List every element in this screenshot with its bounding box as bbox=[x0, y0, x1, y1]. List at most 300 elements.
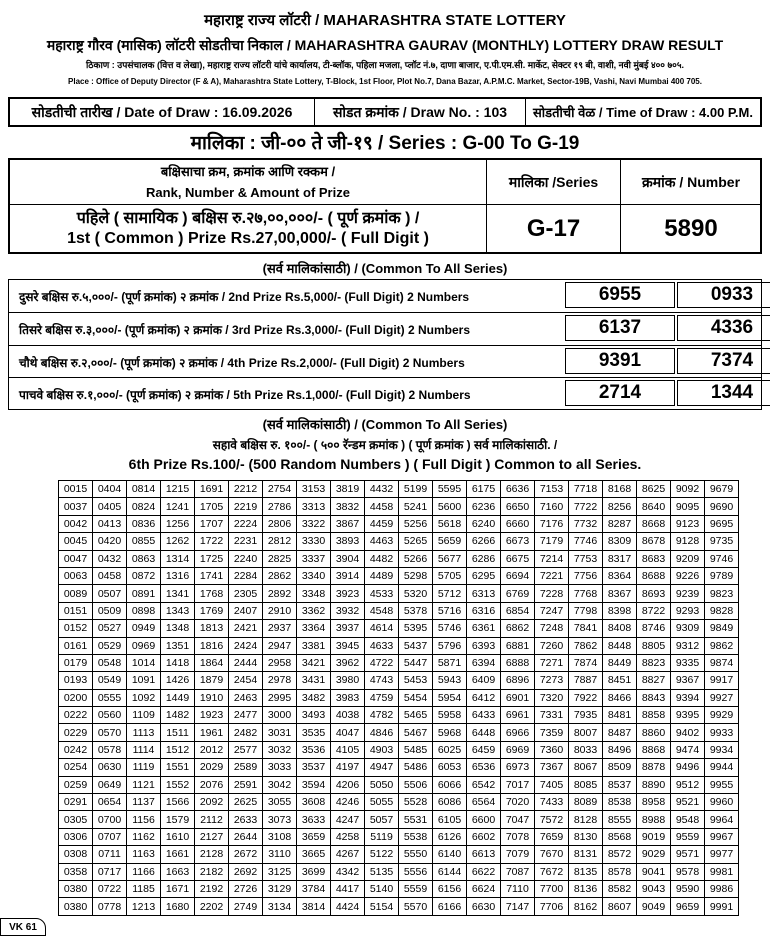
number-cell: 8858 bbox=[637, 707, 671, 724]
table-row bbox=[59, 515, 739, 532]
number-cell: 8572 bbox=[603, 846, 637, 863]
number-cell: 7047 bbox=[501, 811, 535, 828]
number-cell: 3125 bbox=[263, 863, 297, 880]
number-cell: 8130 bbox=[569, 828, 603, 845]
sixth-prize-heading bbox=[8, 432, 762, 480]
number-cell: 3421 bbox=[297, 654, 331, 671]
number-cell: 1121 bbox=[127, 776, 161, 793]
address-english: Place : Office of Deputy Director (F & A), Maharashtra State Lottery, T-Block, 1st Floor, Plot No.7, Dana Bazar, A.P.M.C. Market, Sector-19B, Vashi, Navi Mumbai 400 705. bbox=[68, 77, 702, 86]
number-cell: 6888 bbox=[501, 654, 535, 671]
prize-row-2 bbox=[9, 280, 761, 312]
number-cell: 6240 bbox=[467, 515, 501, 532]
number-cell: 7320 bbox=[535, 689, 569, 706]
number-cell: 7862 bbox=[569, 637, 603, 654]
number-cell: 5528 bbox=[399, 794, 433, 811]
number-cell: 0242 bbox=[59, 741, 93, 758]
number-cell: 1551 bbox=[161, 759, 195, 776]
prize-head-marathi: बक्षिसाचा क्रम, क्रमांक आणि रक्कम / bbox=[160, 164, 336, 179]
number-cell: 6394 bbox=[467, 654, 501, 671]
number-cell: 2862 bbox=[263, 567, 297, 584]
number-cell: 9394 bbox=[671, 689, 705, 706]
number-cell: 1341 bbox=[161, 585, 195, 602]
number-cell: 8466 bbox=[603, 689, 637, 706]
number-cell: 9977 bbox=[705, 846, 739, 863]
number-cell: 0527 bbox=[93, 620, 127, 637]
stamp-code: VK 61 bbox=[0, 918, 46, 936]
number-cell: 9862 bbox=[705, 637, 739, 654]
number-cell: 5135 bbox=[365, 863, 399, 880]
number-cell: 0432 bbox=[93, 550, 127, 567]
number-cell: 9041 bbox=[637, 863, 671, 880]
number-cell: 1215 bbox=[161, 481, 195, 498]
number-cell: 2812 bbox=[263, 533, 297, 550]
number-cell: 1185 bbox=[127, 880, 161, 897]
number-cell: 6542 bbox=[467, 776, 501, 793]
number-cell: 2128 bbox=[195, 846, 229, 863]
number-cell: 7176 bbox=[535, 515, 569, 532]
number-cell: 6361 bbox=[467, 620, 501, 637]
number-cell: 0555 bbox=[93, 689, 127, 706]
address-marathi: ठिकाण : उपसंचालक (वित्त व लेखा), महाराष्ट्र राज्य लॉटरी यांचे कार्यालय, टी-ब्लॉक, पहिला मजला, प्लॉट नं.७, दाणा बाजार, ए.पी.एम.सी. मार्केट, सेक्टर १९ बी, वाशी, नवी मुंबई ४०० ७०५. bbox=[85, 60, 685, 70]
number-cell: 3110 bbox=[263, 846, 297, 863]
number-cell: 7079 bbox=[501, 846, 535, 863]
prize-row-4 bbox=[9, 346, 761, 378]
number-cell: 7718 bbox=[569, 481, 603, 498]
number-cell: 4459 bbox=[365, 515, 399, 532]
number-cell: 1579 bbox=[161, 811, 195, 828]
number-cell: 6126 bbox=[433, 828, 467, 845]
sixth-prize-numbers-grid bbox=[58, 480, 739, 916]
number-cell: 0222 bbox=[59, 707, 93, 724]
number-cell: 6854 bbox=[501, 602, 535, 619]
table-row bbox=[59, 602, 739, 619]
number-cell: 4432 bbox=[365, 481, 399, 498]
number-cell: 4947 bbox=[365, 759, 399, 776]
table-row bbox=[59, 828, 739, 845]
number-cell: 9029 bbox=[637, 846, 671, 863]
number-cell: 2577 bbox=[229, 741, 263, 758]
number-cell: 7572 bbox=[535, 811, 569, 828]
number-cell: 3348 bbox=[297, 585, 331, 602]
number-cell: 0015 bbox=[59, 481, 93, 498]
number-cell: 0306 bbox=[59, 828, 93, 845]
number-cell: 0200 bbox=[59, 689, 93, 706]
number-cell: 6636 bbox=[501, 481, 535, 498]
number-cell: 8958 bbox=[637, 794, 671, 811]
number-cell: 6622 bbox=[467, 863, 501, 880]
table-row bbox=[59, 637, 739, 654]
number-cell: 4458 bbox=[365, 498, 399, 515]
number-cell: 8487 bbox=[603, 724, 637, 741]
number-cell: 9239 bbox=[671, 585, 705, 602]
number-cell: 8722 bbox=[637, 602, 671, 619]
table-row bbox=[59, 846, 739, 863]
number-cell: 1482 bbox=[161, 707, 195, 724]
number-cell: 8827 bbox=[637, 672, 671, 689]
number-cell: 3923 bbox=[331, 585, 365, 602]
number-cell: 9828 bbox=[705, 602, 739, 619]
number-cell: 7922 bbox=[569, 689, 603, 706]
number-cell: 7722 bbox=[569, 498, 603, 515]
number-cell: 9548 bbox=[671, 811, 705, 828]
prize-5-label: पाचवे बक्षिस रु.१,०००/- (पूर्ण क्रमांक) २ क्रमांक / 5th Prize Rs.1,000/- (Full Digit) 2 Numbers bbox=[19, 387, 471, 402]
number-cell: 5447 bbox=[399, 654, 433, 671]
number-cell: 9049 bbox=[637, 898, 671, 915]
number-cell: 3665 bbox=[297, 846, 331, 863]
number-cell: 9746 bbox=[705, 550, 739, 567]
number-cell: 6236 bbox=[467, 498, 501, 515]
number-cell: 9874 bbox=[705, 654, 739, 671]
number-cell: 4759 bbox=[365, 689, 399, 706]
number-cell: 3699 bbox=[297, 863, 331, 880]
number-cell: 8607 bbox=[603, 898, 637, 915]
number-cell: 1680 bbox=[161, 898, 195, 915]
number-cell: 8878 bbox=[637, 759, 671, 776]
number-cell: 9679 bbox=[705, 481, 739, 498]
number-cell: 8555 bbox=[603, 811, 637, 828]
number-cell: 9521 bbox=[671, 794, 705, 811]
number-cell: 0707 bbox=[93, 828, 127, 845]
number-cell: 3537 bbox=[297, 759, 331, 776]
prize-row-3 bbox=[9, 313, 761, 345]
draw-date: सोडतीची तारीख / Date of Draw : 16.09.2026 bbox=[31, 103, 293, 120]
number-cell: 8688 bbox=[637, 567, 671, 584]
number-cell: 1314 bbox=[161, 550, 195, 567]
number-cell: 4247 bbox=[331, 811, 365, 828]
number-cell: 9209 bbox=[671, 550, 705, 567]
number-cell: 3914 bbox=[331, 567, 365, 584]
table-row bbox=[59, 707, 739, 724]
sixth-prize-label-english: 6th Prize Rs.100/- (500 Random Numbers ) ( Full Digit ) Common to all Series. bbox=[128, 456, 642, 472]
number-cell: 1769 bbox=[195, 602, 229, 619]
number-cell: 9967 bbox=[705, 828, 739, 845]
series-heading: मालिका : जी-०० ते जी-१९ / Series : G-00 To G-19 bbox=[190, 133, 580, 154]
number-cell: 6675 bbox=[501, 550, 535, 567]
number-cell: 2754 bbox=[263, 481, 297, 498]
number-cell: 2224 bbox=[229, 515, 263, 532]
number-cell: 4903 bbox=[365, 741, 399, 758]
number-cell: 1316 bbox=[161, 567, 195, 584]
number-cell: 7179 bbox=[535, 533, 569, 550]
number-cell: 2424 bbox=[229, 637, 263, 654]
number-cell: 2892 bbox=[263, 585, 297, 602]
number-cell: 1813 bbox=[195, 620, 229, 637]
number-cell: 5465 bbox=[399, 707, 433, 724]
number-cell: 5485 bbox=[399, 741, 433, 758]
number-cell: 6673 bbox=[501, 533, 535, 550]
number-cell: 8860 bbox=[637, 724, 671, 741]
number-cell: 8317 bbox=[603, 550, 637, 567]
number-cell: 3594 bbox=[297, 776, 331, 793]
number-cell: 0229 bbox=[59, 724, 93, 741]
number-cell: 0413 bbox=[93, 515, 127, 532]
table-row bbox=[59, 672, 739, 689]
number-cell: 9043 bbox=[637, 880, 671, 897]
number-cell: 8683 bbox=[637, 550, 671, 567]
number-cell: 9092 bbox=[671, 481, 705, 498]
prizes-2-to-5-table bbox=[8, 279, 762, 410]
number-cell: 0047 bbox=[59, 550, 93, 567]
number-cell: 1722 bbox=[195, 533, 229, 550]
number-cell: 7798 bbox=[569, 602, 603, 619]
number-cell: 8538 bbox=[603, 794, 637, 811]
number-cell: 9312 bbox=[671, 637, 705, 654]
number-cell: 7153 bbox=[535, 481, 569, 498]
number-cell: 5453 bbox=[399, 672, 433, 689]
number-cell: 5677 bbox=[433, 550, 467, 567]
number-cell: 7020 bbox=[501, 794, 535, 811]
number-cell: 7214 bbox=[535, 550, 569, 567]
number-cell: 4463 bbox=[365, 533, 399, 550]
number-cell: 7147 bbox=[501, 898, 535, 915]
table-row bbox=[59, 498, 739, 515]
number-cell: 3493 bbox=[297, 707, 331, 724]
number-cell: 3032 bbox=[263, 741, 297, 758]
number-cell: 5943 bbox=[433, 672, 467, 689]
number-cell: 9933 bbox=[705, 724, 739, 741]
number-cell: 0063 bbox=[59, 567, 93, 584]
number-cell: 6459 bbox=[467, 741, 501, 758]
number-cell: 7756 bbox=[569, 567, 603, 584]
number-cell: 0420 bbox=[93, 533, 127, 550]
number-cell: 0949 bbox=[127, 620, 161, 637]
number-cell: 6650 bbox=[501, 498, 535, 515]
number-cell: 5716 bbox=[433, 602, 467, 619]
number-cell: 7405 bbox=[535, 776, 569, 793]
common-series-label-2: (सर्व मालिकांसाठी) / (Common To All Series) bbox=[262, 417, 508, 432]
number-cell: 6961 bbox=[501, 707, 535, 724]
number-cell: 2076 bbox=[195, 776, 229, 793]
number-cell: 9474 bbox=[671, 741, 705, 758]
number-cell: 8537 bbox=[603, 776, 637, 793]
number-cell: 3362 bbox=[297, 602, 331, 619]
first-prize-series: G-17 bbox=[526, 214, 581, 242]
table-row bbox=[59, 759, 739, 776]
number-cell: 5618 bbox=[433, 515, 467, 532]
number-cell: 7433 bbox=[535, 794, 569, 811]
number-cell: 3932 bbox=[331, 602, 365, 619]
number-cell: 5570 bbox=[399, 898, 433, 915]
number-cell: 6433 bbox=[467, 707, 501, 724]
number-cell: 0700 bbox=[93, 811, 127, 828]
number-cell: 9402 bbox=[671, 724, 705, 741]
number-cell: 3962 bbox=[331, 654, 365, 671]
number-cell: 9934 bbox=[705, 741, 739, 758]
number-cell: 0152 bbox=[59, 620, 93, 637]
number-cell: 5266 bbox=[399, 550, 433, 567]
number-cell: 7110 bbox=[501, 880, 535, 897]
prize-5-number-a: 2714 bbox=[565, 380, 675, 406]
prize-2-number-a: 6955 bbox=[565, 282, 675, 308]
number-cell: 0380 bbox=[59, 880, 93, 897]
number-cell: 0649 bbox=[93, 776, 127, 793]
number-cell: 3814 bbox=[297, 898, 331, 915]
number-cell: 0630 bbox=[93, 759, 127, 776]
number-cell: 6769 bbox=[501, 585, 535, 602]
number-cell: 0404 bbox=[93, 481, 127, 498]
prize-3-number-a: 6137 bbox=[565, 315, 675, 341]
number-cell: 3536 bbox=[297, 741, 331, 758]
number-cell: 5140 bbox=[365, 880, 399, 897]
number-cell: 7271 bbox=[535, 654, 569, 671]
number-cell: 7273 bbox=[535, 672, 569, 689]
number-cell: 0560 bbox=[93, 707, 127, 724]
number-cell: 5486 bbox=[399, 759, 433, 776]
number-cell: 1961 bbox=[195, 724, 229, 741]
number-cell: 3431 bbox=[297, 672, 331, 689]
number-cell: 5705 bbox=[433, 567, 467, 584]
number-cell: 1725 bbox=[195, 550, 229, 567]
first-prize-label-marathi: पहिले ( सामायिक ) बक्षिस रु.२७,००,०००/- ( पूर्ण क्रमांक ) / bbox=[76, 210, 420, 227]
number-cell: 7360 bbox=[535, 741, 569, 758]
number-cell: 5055 bbox=[365, 794, 399, 811]
number-cell: 9335 bbox=[671, 654, 705, 671]
number-cell: 0089 bbox=[59, 585, 93, 602]
number-cell: 9960 bbox=[705, 794, 739, 811]
number-cell: 7753 bbox=[569, 550, 603, 567]
number-cell: 6175 bbox=[467, 481, 501, 498]
number-cell: 0405 bbox=[93, 498, 127, 515]
number-cell: 2947 bbox=[263, 637, 297, 654]
number-cell: 1163 bbox=[127, 846, 161, 863]
number-cell: 5556 bbox=[399, 863, 433, 880]
number-cell: 6286 bbox=[467, 550, 501, 567]
number-cell: 2192 bbox=[195, 880, 229, 897]
number-cell: 6409 bbox=[467, 672, 501, 689]
number-cell: 7359 bbox=[535, 724, 569, 741]
number-cell: 0836 bbox=[127, 515, 161, 532]
number-cell: 9559 bbox=[671, 828, 705, 845]
number-cell: 1768 bbox=[195, 585, 229, 602]
number-cell: 7331 bbox=[535, 707, 569, 724]
number-cell: 7887 bbox=[569, 672, 603, 689]
number-cell: 2454 bbox=[229, 672, 263, 689]
number-cell: 8640 bbox=[637, 498, 671, 515]
number-cell: 3042 bbox=[263, 776, 297, 793]
number-cell: 6086 bbox=[433, 794, 467, 811]
prize-3-number-b: 4336 bbox=[677, 315, 770, 341]
number-cell: 5199 bbox=[399, 481, 433, 498]
number-cell: 1348 bbox=[161, 620, 195, 637]
number-cell: 4206 bbox=[331, 776, 365, 793]
number-cell: 5265 bbox=[399, 533, 433, 550]
table-row bbox=[59, 794, 739, 811]
number-cell: 8509 bbox=[603, 759, 637, 776]
number-cell: 1156 bbox=[127, 811, 161, 828]
number-cell: 4722 bbox=[365, 654, 399, 671]
number-cell: 6066 bbox=[433, 776, 467, 793]
draw-info-row bbox=[8, 97, 762, 127]
number-cell: 0259 bbox=[59, 776, 93, 793]
number-cell: 0254 bbox=[59, 759, 93, 776]
number-cell: 4743 bbox=[365, 672, 399, 689]
number-cell: 0969 bbox=[127, 637, 161, 654]
number-cell: 8007 bbox=[569, 724, 603, 741]
number-cell: 0193 bbox=[59, 672, 93, 689]
number-cell: 9849 bbox=[705, 620, 739, 637]
number-cell: 0570 bbox=[93, 724, 127, 741]
number-cell: 9226 bbox=[671, 567, 705, 584]
number-cell: 5241 bbox=[399, 498, 433, 515]
number-cell: 4489 bbox=[365, 567, 399, 584]
number-cell: 5122 bbox=[365, 846, 399, 863]
number-cell: 1256 bbox=[161, 515, 195, 532]
number-cell: 8568 bbox=[603, 828, 637, 845]
prize-row-5 bbox=[9, 378, 761, 410]
number-cell: 3535 bbox=[297, 724, 331, 741]
number-cell: 0548 bbox=[93, 654, 127, 671]
first-prize-number: 5890 bbox=[664, 214, 718, 242]
title-line-2: महाराष्ट्र गौरव (मासिक) लॉटरी सोडतीचा निकाल / MAHARASHTRA GAURAV (MONTHLY) LOTTERY DRAW RESULT bbox=[46, 37, 724, 53]
number-cell: 5298 bbox=[399, 567, 433, 584]
number-cell: 4782 bbox=[365, 707, 399, 724]
number-cell: 4258 bbox=[331, 828, 365, 845]
number-cell: 8868 bbox=[637, 741, 671, 758]
number-cell: 1707 bbox=[195, 515, 229, 532]
number-cell: 4533 bbox=[365, 585, 399, 602]
number-cell: 7874 bbox=[569, 654, 603, 671]
number-cell: 6973 bbox=[501, 759, 535, 776]
number-cell: 5050 bbox=[365, 776, 399, 793]
number-cell: 1262 bbox=[161, 533, 195, 550]
number-cell: 0509 bbox=[93, 602, 127, 619]
number-cell: 2825 bbox=[263, 550, 297, 567]
number-cell: 1691 bbox=[195, 481, 229, 498]
number-cell: 4633 bbox=[365, 637, 399, 654]
number-cell: 8578 bbox=[603, 863, 637, 880]
number-cell: 9578 bbox=[671, 863, 705, 880]
number-cell: 1910 bbox=[195, 689, 229, 706]
number-cell: 4246 bbox=[331, 794, 365, 811]
number-cell: 1512 bbox=[161, 741, 195, 758]
number-cell: 5550 bbox=[399, 846, 433, 863]
number-cell: 6053 bbox=[433, 759, 467, 776]
number-cell: 8136 bbox=[569, 880, 603, 897]
number-cell: 2910 bbox=[263, 602, 297, 619]
number-cell: 8067 bbox=[569, 759, 603, 776]
table-row bbox=[59, 585, 739, 602]
number-cell: 3313 bbox=[297, 498, 331, 515]
table-row bbox=[59, 481, 739, 498]
number-cell: 1449 bbox=[161, 689, 195, 706]
number-cell: 2212 bbox=[229, 481, 263, 498]
number-cell: 0037 bbox=[59, 498, 93, 515]
number-cell: 9293 bbox=[671, 602, 705, 619]
number-cell: 8364 bbox=[603, 567, 637, 584]
number-cell: 5467 bbox=[399, 724, 433, 741]
number-cell: 6412 bbox=[467, 689, 501, 706]
number-cell: 0042 bbox=[59, 515, 93, 532]
number-cell: 9789 bbox=[705, 567, 739, 584]
number-cell: 8823 bbox=[637, 654, 671, 671]
table-row bbox=[59, 776, 739, 793]
number-cell: 3633 bbox=[297, 811, 331, 828]
number-cell: 1241 bbox=[161, 498, 195, 515]
number-cell: 1091 bbox=[127, 672, 161, 689]
number-cell: 7221 bbox=[535, 567, 569, 584]
number-cell: 4038 bbox=[331, 707, 365, 724]
number-cell: 2421 bbox=[229, 620, 263, 637]
number-cell: 7160 bbox=[535, 498, 569, 515]
number-cell: 4105 bbox=[331, 741, 365, 758]
number-cell: 0824 bbox=[127, 498, 161, 515]
number-cell: 8085 bbox=[569, 776, 603, 793]
number-cell: 3893 bbox=[331, 533, 365, 550]
number-cell: 8128 bbox=[569, 811, 603, 828]
number-cell: 2127 bbox=[195, 828, 229, 845]
table-row bbox=[59, 898, 739, 915]
number-cell: 3784 bbox=[297, 880, 331, 897]
